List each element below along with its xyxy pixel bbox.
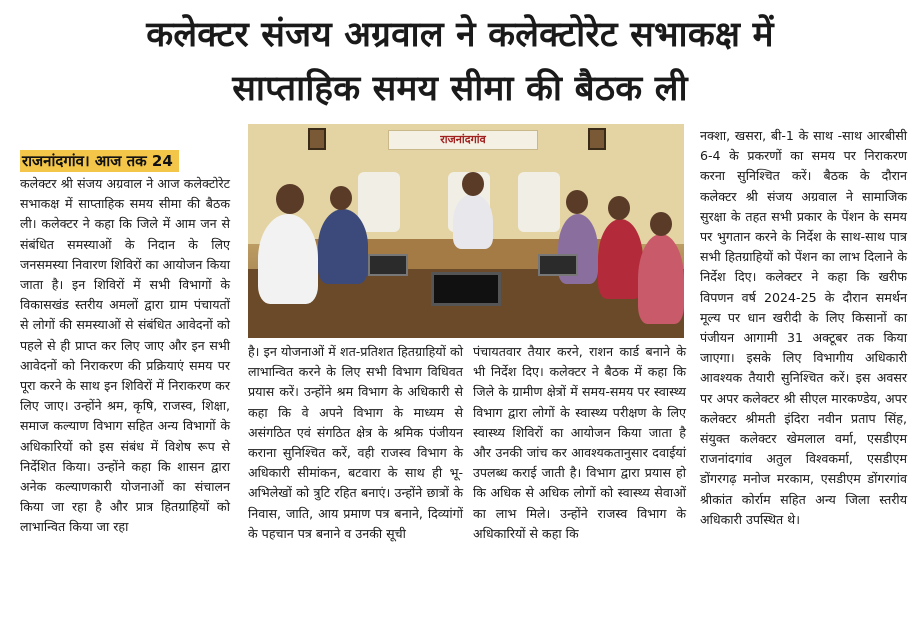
article-column-4 — [700, 126, 907, 530]
wall-frame — [308, 128, 326, 150]
person-head — [566, 190, 588, 214]
article-text-4: नक्शा, खसरा, बी-1 के साथ -साथ आरबीसी 6-4 के प्रकरणों का समय पर निराकरण करना सुनिश्चित करें। बैठक के दौरान कलेक्टर श्री संजय अग्रवाल ने सामाजिक सुरक्षा के तहत सभी प्रकार के पेंशन के समय पर भुगतान करने के निर्देश के साथ-साथ पात्र सभी हितग्राहियों को पेंशन का लाभ दिलाने के निर्देश दिए। कलेक्टर ने कहा कि खरीफ विपणन वर्ष 2024-25 के दौरान समर्थन मूल्य पर धान खरीदी के लिए किसानों का पंजीयन आगामी 31 अक्टूबर तक किया जाएगा। इसके लिए विभागीय अधिकारी आवश्यक तैयारी सुनिश्चित करें। इस अवसर पर अपर कलेक्टर श्री सीएल मारकण्डेय, अपर कलेक्टर श्रीमती इंदिरा नवीन प्रताप सिंह, संयुक्त कलेक्टर खेमलाल वर्मा, एसडीएम राजनांदगांव अतुल विश्वकर्मा, एसडीएम डोंगरगढ़ मनोज मरकाम, एसडीएम डोंगरगांव श्रीकांत कोर्राम सहित अन्य जिला स्तरीय अधिकारी उपस्थित थे। — [700, 128, 907, 527]
person-head — [608, 196, 630, 220]
person — [638, 234, 684, 324]
person-head — [330, 186, 352, 210]
person-head — [650, 212, 672, 236]
photo-banner — [388, 130, 538, 150]
headline-line-1: कलेक्टर संजय अग्रवाल ने कलेक्टोरेट सभाकक्ष में — [146, 15, 774, 55]
meeting-photo — [248, 124, 684, 338]
headline-line-2: साप्ताहिक समय सीमा की बैठक ली — [232, 69, 688, 109]
wall-frame — [588, 128, 606, 150]
dateline: राजनांदगांव। आज तक 24 — [20, 150, 179, 172]
person-head — [276, 184, 304, 214]
person — [453, 194, 493, 249]
monitor — [431, 272, 501, 306]
article-column-1 — [20, 150, 230, 538]
article-text-1: कलेक्टर श्री संजय अग्रवाल ने आज कलेक्टोरेट सभाकक्ष में साप्ताहिक समय सीमा की बैठक ली। कलेक्टर ने कहा कि जिले में आम जन से संबंधित समस्याओं के निदान के लिए जनसमस्या निवारण शिविरों का आयोजन किया जाता है। इन शिविरों में सभी विभागों के विकासखंड स्तरीय अमलों द्वारा ग्राम पंचायतों से लोगों की समस्याओं से संबंधित आवेदनों को पहले से ही प्राप्त कर लिए जाए और इन सभी आवेदनों को निराकरण की प्रक्रियाएं समय पर पूरा करने के साथ इन शिविरों में निराकरण कर लिए जाए। उन्होंने श्रम, कृषि, राजस्व, शिक्षा, समाज कल्याण विभाग सहित अन्य विभागों के अधिकारियों को इस संबंध में विशेष रूप से निर्देशित किया। उन्होंने कहा कि शासन द्वारा अनेक कल्याणकारी योजनाओं का संचालन किया जा रहा है और प्रात्र हितग्राहियों को लाभान्वित किया जा रहा — [20, 176, 230, 535]
article-column-2 — [248, 342, 463, 544]
article-text-2: है। इन योजनाओं में शत-प्रतिशत हितग्राहियों को लाभान्वित करने के लिए सभी विभाग विधिवत प्रयास करें। उन्होंने श्रम विभाग के अधिकारी से कहा कि वे अपने विभाग के माध्यम से असंगठित एवं संगठित क्षेत्र के श्रमिक पंजीयन कराना सुनिश्चित करें, वही राजस्व विभाग के अधिकारी सीमांकन, बटवारा के साथ ही भू-अभिलेखों को त्रुटि रहित बनाएं। उन्होंने छात्रों के निवास, जाति, आय प्रमाण पत्र बनाने, दिव्यांगों के पहचान पत्र बनाने व उनकी सूची — [248, 344, 463, 541]
person — [258, 214, 318, 304]
chair — [518, 172, 560, 232]
article-text-3: पंचायतवार तैयार करने, राशन कार्ड बनाने के भी निर्देश दिए। कलेक्टर ने बैठक में कहा कि जिले के ग्रामीण क्षेत्रों में समय-समय पर स्वास्थ्य विभाग द्वारा लोगों के स्वास्थ्य परीक्षण के लिए स्वास्थ्य शिविरों का आयोजन किया जाता है और उनकी जांच कर आवश्यकतानुसार दवाईयां उपलब्ध कराई जाती है। विभाग द्वारा प्रयास हो कि अधिक से अधिक लोगों को स्वास्थ्य सेवाओं का लाभ मिले। उन्होंने राजस्व विभाग के अधिकारियों से कहा कि — [473, 344, 686, 541]
headline — [0, 8, 920, 116]
person — [598, 219, 643, 299]
article-column-3 — [473, 342, 686, 544]
laptop — [368, 254, 408, 276]
photo-banner-text: राजनांदगांव — [440, 133, 486, 146]
person — [318, 209, 368, 284]
chair — [358, 172, 400, 232]
person-head — [462, 172, 484, 196]
laptop — [538, 254, 578, 276]
